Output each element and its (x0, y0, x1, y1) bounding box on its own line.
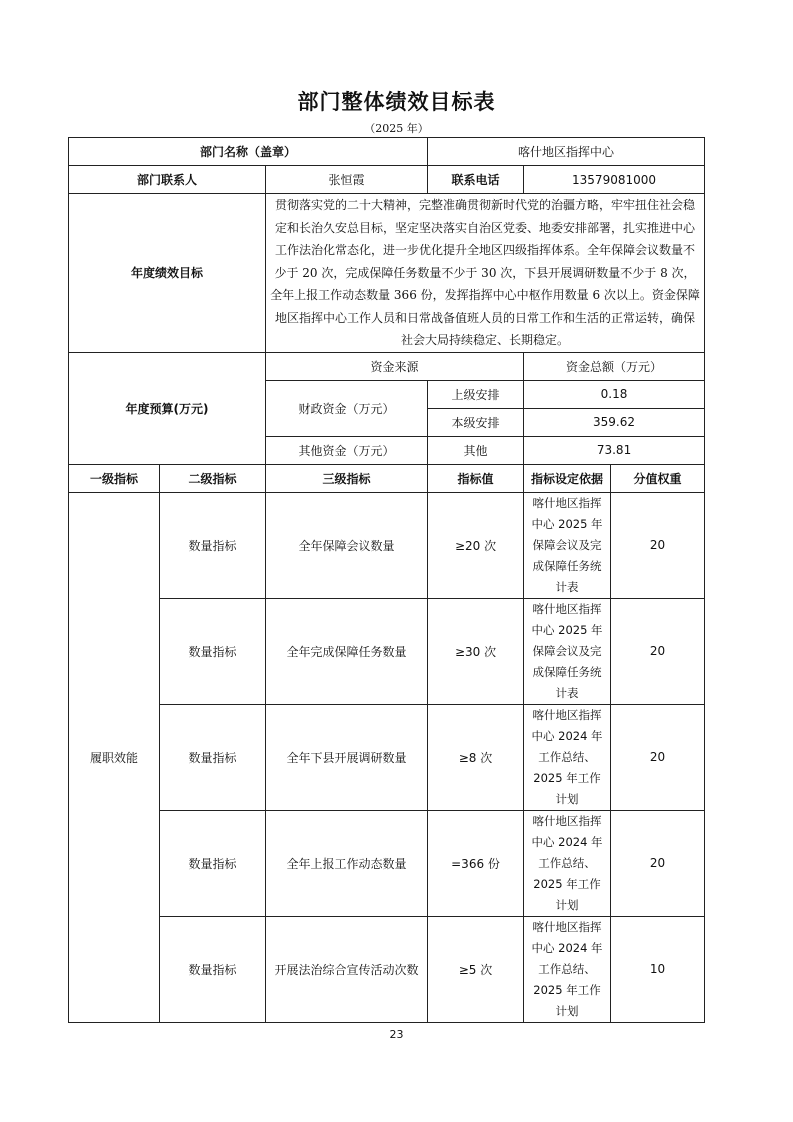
indicator-value-cell: ≥30 次 (428, 598, 524, 704)
indicator-row (69, 810, 705, 916)
local-arrangement-label: 本级安排 (428, 408, 524, 436)
level3-header: 三级指标 (266, 464, 428, 492)
upper-arrangement-value: 0.18 (524, 380, 705, 408)
value-header: 指标值 (428, 464, 524, 492)
contact-row (69, 166, 705, 194)
level1-cell: 履职效能 (69, 492, 160, 1022)
level1-header: 一级指标 (69, 464, 160, 492)
level2-cell: 数量指标 (160, 492, 266, 598)
budget-header-row (69, 352, 705, 380)
weight-cell: 20 (611, 810, 705, 916)
level3-cell: 全年下县开展调研数量 (266, 704, 428, 810)
other-sub-label: 其他 (428, 436, 524, 464)
phone-label: 联系电话 (428, 166, 524, 194)
weight-cell: 10 (611, 916, 705, 1022)
weight-cell: 20 (611, 704, 705, 810)
weight-cell: 20 (611, 598, 705, 704)
indicator-value-cell: ≥20 次 (428, 492, 524, 598)
level2-header: 二级指标 (160, 464, 266, 492)
level2-cell: 数量指标 (160, 810, 266, 916)
weight-cell: 20 (611, 492, 705, 598)
fiscal-fund-label: 财政资金（万元） (266, 380, 428, 436)
other-fund-label: 其他资金（万元） (266, 436, 428, 464)
indicator-value-cell: ≥8 次 (428, 704, 524, 810)
local-arrangement-value: 359.62 (524, 408, 705, 436)
page-title: 部门整体绩效目标表 (297, 90, 496, 114)
fund-total-header: 资金总额（万元） (524, 352, 705, 380)
indicator-header-row (69, 464, 705, 492)
dept-name-value: 喀什地区指挥中心 (428, 138, 705, 166)
indicator-row (69, 916, 705, 1022)
level3-cell: 全年完成保障任务数量 (266, 598, 428, 704)
fund-source-header: 资金来源 (266, 352, 524, 380)
other-fund-value: 73.81 (524, 436, 705, 464)
basis-header: 指标设定依据 (524, 464, 611, 492)
goal-text: 贯彻落实党的二十大精神，完整准确贯彻新时代党的治疆方略，牢牢扭住社会稳定和长治久安总目标，坚定坚决落实自治区党委、地委安排部署，扎实推进中心工作法治化常态化，进一步优化提升全地区四级指挥体系。全年保障会议数量不少于 20 次，完成保障任务数量不少于 30 次，下县开展调研数量不少于 8 次，全年上报工作动态数量 366 份，发挥指挥中心中枢作用数量 6 次以上。资金保障地区指挥中心工作人员和日常战备值班人员的日常工作和生活的正常运转，确保社会大局持续稳定、长期稳定。 (266, 194, 705, 353)
level3-cell: 开展法治综合宣传活动次数 (266, 916, 428, 1022)
indicator-value-cell: ≥5 次 (428, 916, 524, 1022)
contact-label: 部门联系人 (69, 166, 266, 194)
level3-cell: 全年保障会议数量 (266, 492, 428, 598)
indicator-row (69, 492, 705, 598)
level3-cell: 全年上报工作动态数量 (266, 810, 428, 916)
basis-cell: 喀什地区指挥中心 2025 年保障会议及完成保障任务统计表 (524, 492, 611, 598)
basis-cell: 喀什地区指挥中心 2025 年保障会议及完成保障任务统计表 (524, 598, 611, 704)
weight-header: 分值权重 (611, 464, 705, 492)
phone-value: 13579081000 (524, 166, 705, 194)
budget-label: 年度预算(万元) (69, 352, 266, 464)
year-label: （2025 年） (364, 122, 429, 135)
indicator-value-cell: =366 份 (428, 810, 524, 916)
page-number: 23 (389, 1028, 404, 1041)
goal-label: 年度绩效目标 (69, 194, 266, 353)
dept-name-row (69, 138, 705, 166)
basis-cell: 喀什地区指挥中心 2024 年工作总结、2025 年工作计划 (524, 810, 611, 916)
contact-value: 张恒霞 (266, 166, 428, 194)
level2-cell: 数量指标 (160, 704, 266, 810)
upper-arrangement-label: 上级安排 (428, 380, 524, 408)
level2-cell: 数量指标 (160, 916, 266, 1022)
level2-cell: 数量指标 (160, 598, 266, 704)
basis-cell: 喀什地区指挥中心 2024 年工作总结、2025 年工作计划 (524, 916, 611, 1022)
indicator-row (69, 704, 705, 810)
performance-table (68, 137, 705, 1023)
goal-row (69, 194, 705, 353)
basis-cell: 喀什地区指挥中心 2024 年工作总结、2025 年工作计划 (524, 704, 611, 810)
indicator-row (69, 598, 705, 704)
dept-name-label: 部门名称（盖章） (69, 138, 428, 166)
